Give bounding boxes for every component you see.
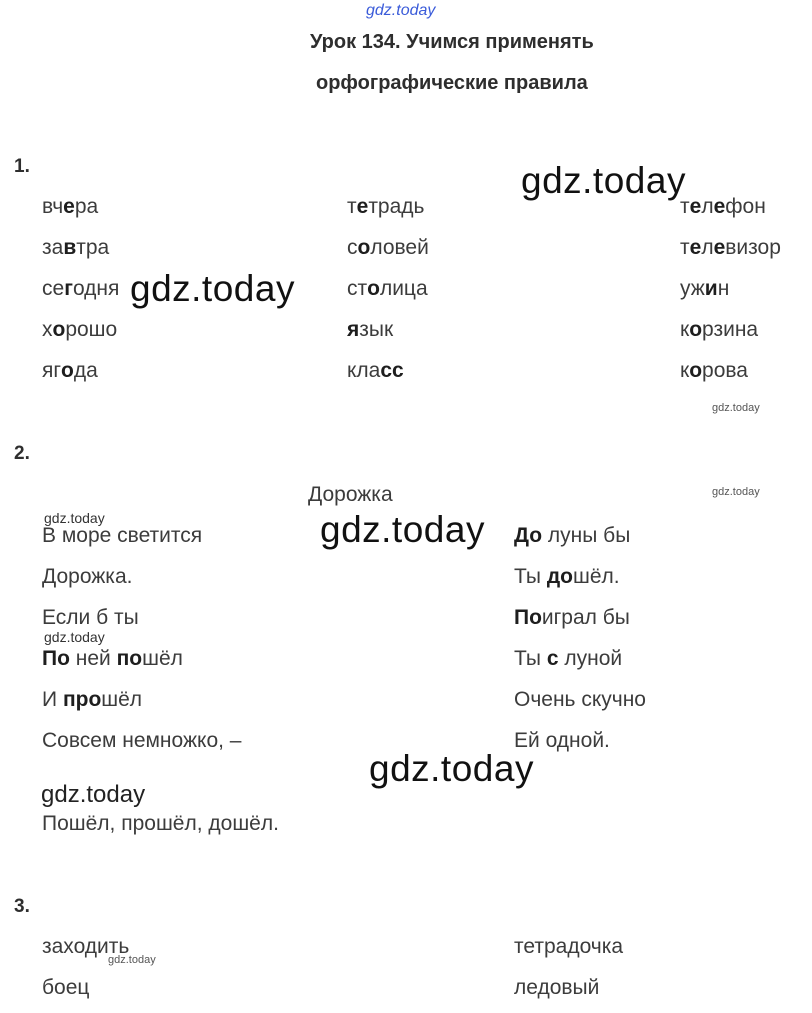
word-part: фон [725,195,766,218]
word-part: кла [347,359,381,382]
word-part: Ей одной. [514,729,610,752]
word-part: т [680,236,690,259]
highlighted-letters: сс [380,359,404,382]
highlighted-letters: о [367,277,380,300]
word-part: луной [558,647,623,670]
poem-line-right [514,524,630,548]
highlighted-letters: е [689,195,702,218]
task1-word [347,195,424,219]
watermark: gdz.today [369,748,534,789]
word-part: х [42,318,53,341]
word-part: играл бы [541,606,630,629]
task1-word [347,318,393,342]
task1-word [42,277,119,301]
watermark: gdz.today [41,781,146,808]
word-part: Очень скучно [514,688,646,711]
highlighted-letters: е [689,236,702,259]
highlighted-letters: и [704,277,718,300]
word-part: да [73,359,98,382]
poem-line-left [42,565,132,589]
word-part: рошо [65,318,118,341]
task3-right-word-2: ледовый [514,976,600,999]
task2-number: 2. [14,443,30,464]
highlighted-letters: до [546,565,574,588]
task3-number: 3. [14,896,30,917]
word-part: н [717,277,730,300]
task1-word [680,236,781,260]
task1-word [680,195,766,219]
task1-word [347,359,404,383]
word-part: лица [379,277,428,300]
task3-left-word-2: боец [42,976,90,999]
task1-word [680,277,729,301]
word-part: ст [347,277,368,300]
task1-word [42,236,109,260]
word-part: Ты [514,565,547,588]
highlighted-letters: о [357,236,371,259]
highlighted-letters: о [61,359,74,382]
word-part: с [347,236,358,259]
task1-word [42,195,98,219]
highlighted-letters: о [52,318,66,341]
word-part: Если б ты [42,606,139,629]
poem-line-left [42,688,142,712]
task3-left-word-1: заходить [42,935,130,958]
word-part: И [42,688,63,711]
word-part: л [701,195,714,218]
word-part: зык [359,318,394,341]
highlighted-letters: г [64,277,73,300]
highlighted-letters: с [546,647,559,670]
poem-line-right [514,688,646,712]
word-part: В море светится [42,524,203,547]
poem-line-left [42,647,183,671]
word-part: уж [680,277,705,300]
poem-line-left [42,606,139,630]
highlighted-letters: е [356,195,369,218]
word-part: рзина [702,318,759,341]
word-part: т [347,195,357,218]
poem-line-right [514,606,630,630]
highlighted-letters: о [689,359,703,382]
lesson-title-line1: Урок 134. Учимся применять [310,31,594,53]
word-part: яг [42,359,62,382]
highlighted-letters: е [63,195,75,218]
word-part: т [680,195,690,218]
word-part: луны бы [542,524,631,547]
highlighted-letters: е [713,236,726,259]
word-part: л [701,236,714,259]
poem-line-right [514,565,620,589]
highlighted-letters: по [116,647,143,670]
word-part: одня [72,277,120,300]
watermark: gdz.today [44,510,105,526]
word-part: вч [42,195,64,218]
word-part: Ты [514,647,547,670]
word-part: тра [76,236,110,259]
highlighted-letters: про [62,688,102,711]
task1-word [680,359,748,383]
poem-line-right [514,647,622,671]
poem-line-left [42,524,202,548]
word-part: визор [725,236,781,259]
word-part: к [680,318,690,341]
watermark: gdz.today [521,160,686,201]
task1-word [347,236,429,260]
word-part: Совсем немножко, – [42,729,242,752]
highlighted-letters: я [347,318,360,341]
watermark: gdz.today [44,629,105,645]
task3-right-word-1: тетрадочка [514,935,624,958]
watermark: gdz.today [712,486,760,498]
word-part: к [680,359,690,382]
word-part: Дорожка. [42,565,133,588]
highlighted-letters: До [514,524,543,547]
poem-title: Дорожка [308,483,393,506]
word-part: ра [74,195,99,218]
highlighted-letters: в [63,236,77,259]
word-part: се [42,277,65,300]
word-part: шёл [101,688,143,711]
task1-word [680,318,758,342]
task1-word [42,318,117,342]
highlighted-letters: По [514,606,542,629]
task1-word [42,359,98,383]
highlighted-letters: е [713,195,726,218]
watermark: gdz.today [130,268,295,309]
watermark: gdz.today [320,509,485,550]
task1-number: 1. [14,156,30,177]
poem-line-left [42,729,241,753]
task1-word [347,277,428,301]
word-part: шёл [142,647,183,670]
highlighted-letters: о [689,318,703,341]
word-part: шёл. [573,565,620,588]
word-part: ней [69,647,117,670]
word-part: ловей [370,236,429,259]
watermark-top: gdz.today [366,2,436,19]
watermark: gdz.today [108,954,156,966]
word-part: традь [368,195,425,218]
lesson-title-line2: орфографические правила [316,72,588,94]
task2-answer: Пошёл, прошёл, дошёл. [42,812,279,835]
highlighted-letters: По [42,647,70,670]
word-part: рова [702,359,748,382]
word-part: за [42,236,64,259]
watermark: gdz.today [712,402,760,414]
